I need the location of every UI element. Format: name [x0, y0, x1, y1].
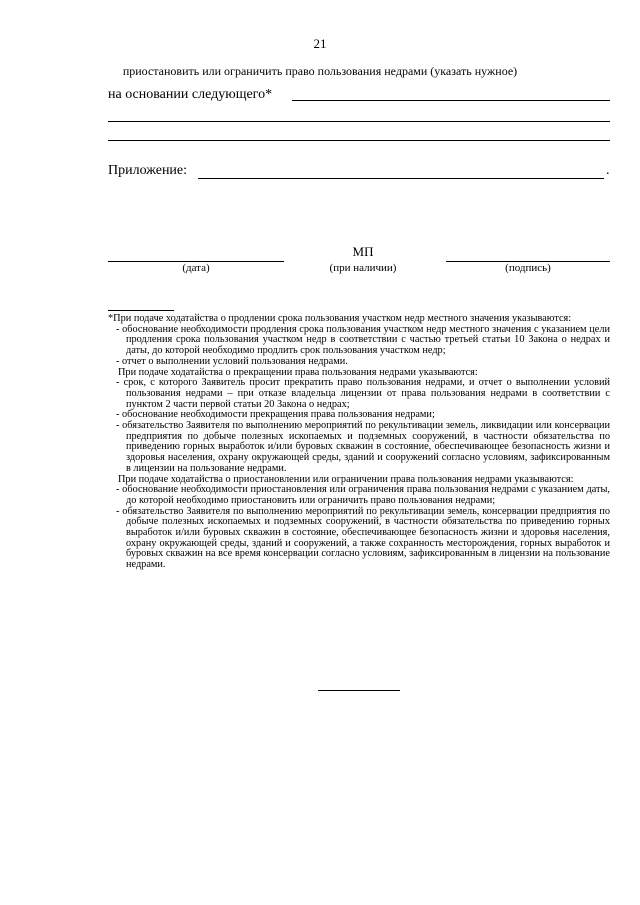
suspension-intro: При подаче ходатайства о приостановлении или ограничении права пользования недрами указываются: — [118, 473, 574, 485]
appendix-label: Приложение: — [108, 163, 188, 178]
termination-item: - обязательство Заявителя по выполнению мероприятий по рекультивации земель, ликвидации или консервации предприятия по добыче полезных ископаемых и подземных сооружений, в частности обязательства по приведению горных выработок и/или буровых скважин в состояние, обеспечивающее безопасность жизни и здоровья населения, охрану окружающей среды, зданий и сооружений согласно условиям, зафиксированным в лицензии на пользование недрами. — [116, 420, 610, 474]
page-number: 21 — [313, 36, 327, 51]
footnote-intro: *При подаче ходатайства о продлении срока пользования участком недр местного значения указываются: — [108, 313, 572, 324]
termination-item: - обоснование необходимости прекращения права пользования недрами; — [116, 409, 435, 421]
basis-fill-line — [292, 100, 610, 101]
termination-intro: При подаче ходатайства о прекращении права пользования недрами указываются: — [118, 366, 478, 378]
end-separator — [318, 690, 400, 691]
date-caption: (дата) — [182, 262, 210, 274]
appendix-fill-line — [198, 178, 604, 179]
suspension-item: - обязательство Заявителя по выполнению мероприятий по рекультивации земель, консервации предприятия по добыче полезных ископаемых и подземных сооружений, в частности обязательства по приведению горных выработок и/или буровых скважин в состояние, обеспечивающее безопасность жизни и здоровья населения, охрану окружающей среды, зданий и сооружений, а также сохранность месторождения, горных выработок и буровых скважин на все время консервации согласно условиям, зафиксированным в лицензии на пользование недрами. — [116, 505, 610, 571]
suspension-item: - обоснование необходимости приостановления или ограничения права пользования недрами с указанием даты, до которой необходимо приостановить или ограничить право пользования недрами; — [116, 484, 610, 506]
basis-fill-line-2 — [108, 121, 610, 122]
basis-row — [108, 87, 610, 105]
appendix-end-dot: . — [606, 163, 610, 178]
basis-fill-line-3 — [108, 140, 610, 141]
footnote-separator — [108, 310, 174, 311]
header-choice-text: приостановить или ограничить право пользования недрами (указать нужное) — [122, 64, 518, 78]
extension-item: - отчет о выполнении условий пользования недрами. — [116, 355, 348, 367]
basis-label: на основании следующего* — [108, 87, 273, 102]
signature-caption: (подпись) — [505, 262, 551, 274]
termination-item: - срок, с которого Заявитель просит прекратить право пользования недрами, и отчет о выполнении условий пользования недрами – при отказе владельца лицензии от права пользования недрами в соответствии с пунктом 2 части первой статьи 20 Закона о недрах; — [116, 377, 610, 410]
footnote — [108, 314, 610, 571]
stamp-note-caption: (при наличии) — [329, 262, 397, 274]
extension-item: - обоснование необходимости продления срока пользования участком недр местного значения с указанием цели продления срока пользования участком недр в соответствии с частью третьей статьи 10 Закона о недрах и даты, до которой необходимо продлить срок пользования участком недр; — [116, 323, 610, 357]
stamp-label: МП — [352, 244, 374, 259]
